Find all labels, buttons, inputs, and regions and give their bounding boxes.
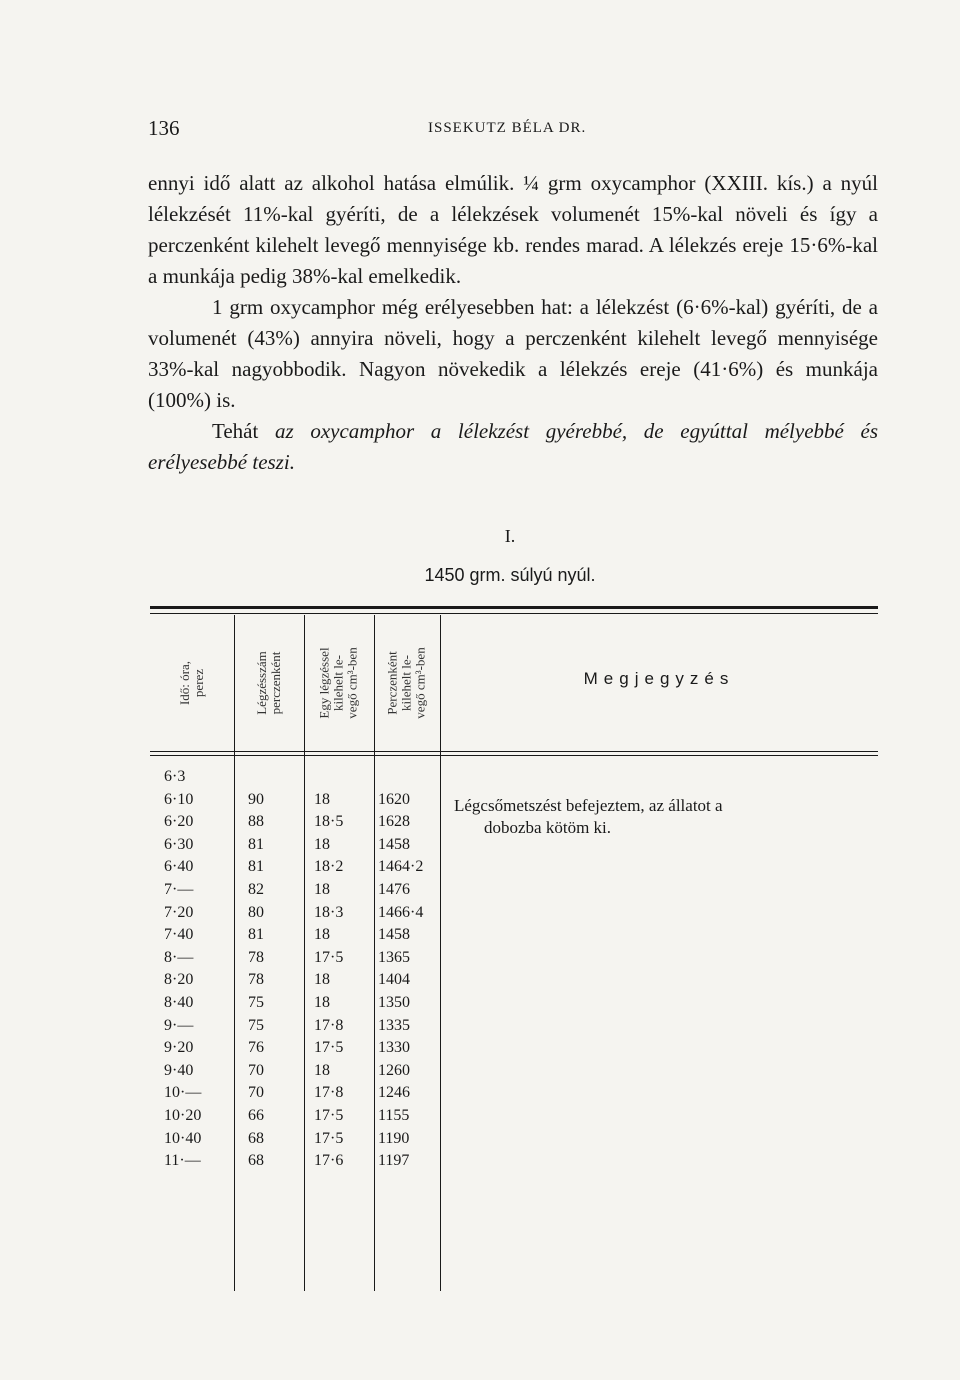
table-row <box>150 1037 440 1059</box>
cell-time: 7·40 <box>164 926 194 944</box>
table-row <box>150 924 440 946</box>
cell-volume: 18 <box>314 994 330 1011</box>
cell-breaths: 81 <box>248 858 264 876</box>
page-number: 136 <box>148 116 180 140</box>
note-line-1: Légcsőmetszést befejeztem, az állatot a <box>454 796 723 815</box>
note-cell <box>454 795 870 839</box>
cell-time: 6·10 <box>164 790 194 808</box>
cell-volume: 17·5 <box>314 1039 344 1057</box>
cell-per-minute: 1335 <box>378 1016 410 1034</box>
cell-volume: 18·3 <box>314 903 344 921</box>
header-volume-per-breath: Egy légzéssel kilehelt le- vegő cm³-ben <box>317 647 360 719</box>
column-divider <box>440 615 441 1291</box>
cell-breaths: 76 <box>248 1039 264 1057</box>
cell-per-minute: 1246 <box>378 1084 410 1102</box>
table-row <box>150 1015 440 1037</box>
cell-per-minute: 1466·4 <box>378 903 424 921</box>
cell-volume: 17·5 <box>314 1107 344 1124</box>
cell-breaths: 81 <box>248 835 264 853</box>
cell-per-minute: 1464·2 <box>378 858 424 876</box>
paragraph-2: 1 grm oxycamphor még erélyesebben hat: a lélekzést (6·6%-kal) gyéríti, de a volumenét (43%) annyira növeli, hogy a perczenként kilehelt levegő mennyisége 33%-kal nagyobbodik. Nagyon növekedik a lélekzés ereje (41·6%) és munkája (100%) is. <box>148 295 878 412</box>
table-row <box>150 766 440 788</box>
cell-per-minute: 1620 <box>378 790 410 808</box>
cell-time: 7·— <box>164 881 194 898</box>
cell-time: 6·40 <box>164 858 194 876</box>
cell-per-minute: 1365 <box>378 948 410 966</box>
cell-breaths: 70 <box>248 1084 264 1102</box>
cell-volume: 18·5 <box>314 813 344 831</box>
cell-time: 11·— <box>164 1152 201 1170</box>
body-text <box>148 168 878 478</box>
cell-volume: 18·2 <box>314 858 344 876</box>
cell-per-minute: 1628 <box>378 813 410 831</box>
cell-volume: 18 <box>314 971 330 989</box>
cell-per-minute: 1350 <box>378 994 410 1011</box>
cell-breaths: 78 <box>248 971 264 989</box>
cell-volume: 18 <box>314 881 330 898</box>
table-row <box>150 1128 440 1150</box>
table-row <box>150 947 440 969</box>
cell-per-minute: 1197 <box>378 1152 410 1170</box>
table-row <box>150 1105 440 1127</box>
cell-time: 8·— <box>164 948 194 966</box>
header-notes: Megjegyzés <box>583 669 735 688</box>
table-row <box>150 879 440 901</box>
cell-time: 6·3 <box>164 768 186 785</box>
cell-time: 9·20 <box>164 1039 194 1057</box>
data-table <box>150 606 878 1291</box>
cell-per-minute: 1458 <box>378 835 410 853</box>
cell-per-minute: 1458 <box>378 926 410 944</box>
table-row <box>150 811 440 833</box>
cell-volume: 17·5 <box>314 948 344 966</box>
cell-per-minute: 1404 <box>378 971 410 989</box>
cell-breaths: 68 <box>248 1152 264 1170</box>
cell-volume: 18 <box>314 926 330 944</box>
cell-breaths: 78 <box>248 948 264 966</box>
header-rule <box>150 755 878 756</box>
cell-volume: 18 <box>314 1061 330 1079</box>
cell-breaths: 75 <box>248 994 264 1011</box>
header-breaths-per-minute: Légzésszám perczenként <box>254 651 283 715</box>
table-row <box>150 834 440 856</box>
running-head: ISSEKUTZ BÉLA DR. <box>428 120 587 136</box>
cell-per-minute: 1330 <box>378 1039 410 1057</box>
cell-breaths: 68 <box>248 1129 264 1147</box>
cell-time: 8·20 <box>164 971 194 989</box>
header-rule <box>150 751 878 752</box>
cell-time: 9·40 <box>164 1061 194 1079</box>
cell-time: 6·30 <box>164 835 194 853</box>
table-top-rule <box>150 613 878 614</box>
table-row <box>150 856 440 878</box>
cell-breaths: 82 <box>248 881 264 898</box>
paragraph-3 <box>148 416 878 478</box>
cell-time: 6·20 <box>164 813 194 831</box>
table-row <box>150 902 440 924</box>
cell-volume: 17·5 <box>314 1129 344 1147</box>
cell-time: 7·20 <box>164 903 194 921</box>
cell-per-minute: 1155 <box>378 1107 410 1124</box>
header-volume-per-minute: Perczenként kilehelt le- vegő cm³-ben <box>385 647 428 719</box>
cell-per-minute: 1260 <box>378 1061 410 1079</box>
note-line-2: dobozba kötöm ki. <box>484 818 612 837</box>
cell-volume: 18 <box>314 790 330 808</box>
table-row <box>150 969 440 991</box>
cell-time: 10·40 <box>164 1129 202 1147</box>
cell-breaths: 90 <box>248 790 264 808</box>
table-row <box>150 992 440 1014</box>
cell-volume: 17·6 <box>314 1152 344 1170</box>
table-row <box>150 1150 440 1172</box>
table-row <box>150 789 440 811</box>
cell-time: 9·— <box>164 1016 194 1034</box>
cell-volume: 18 <box>314 835 330 853</box>
table-number: I. <box>504 526 516 546</box>
paragraph-1: ennyi idő alatt az alkohol hatása elmúlik. ¼ grm oxycamphor (XXIII. kís.) a nyúl lélekzését 11%-kal gyéríti, de a lélekzések volumenét 15%-kal növeli és így a perczenként kilehelt levegő mennyisége kb. rendes marad. A lélekzés ereje 15·6%-kal a munkája pedig 38%-kal emelkedik. <box>148 171 878 288</box>
table-caption: 1450 grm. súlyú nyúl. <box>424 565 596 585</box>
paragraph-3-conclusion: az oxycamphor a lélekzést gyérebbé, de egyúttal mélyebbé és erélyesebbé teszi. <box>148 419 878 474</box>
cell-per-minute: 1190 <box>378 1129 410 1147</box>
cell-breaths: 75 <box>248 1016 264 1034</box>
cell-breaths: 70 <box>248 1061 264 1079</box>
cell-breaths: 80 <box>248 903 264 921</box>
cell-breaths: 66 <box>248 1107 264 1124</box>
table-row <box>150 1082 440 1104</box>
cell-breaths: 81 <box>248 926 264 944</box>
cell-volume: 17·8 <box>314 1016 344 1034</box>
paragraph-3-prefix: Tehát <box>212 419 275 443</box>
cell-time: 8·40 <box>164 994 194 1011</box>
cell-volume: 17·8 <box>314 1084 344 1102</box>
cell-time: 10·20 <box>164 1107 202 1124</box>
header-time: Idő: óra, perez <box>176 660 206 706</box>
cell-time: 10·— <box>164 1084 202 1102</box>
cell-breaths: 88 <box>248 813 264 831</box>
cell-per-minute: 1476 <box>378 881 410 898</box>
page-header <box>148 116 888 144</box>
table-row <box>150 1060 440 1082</box>
